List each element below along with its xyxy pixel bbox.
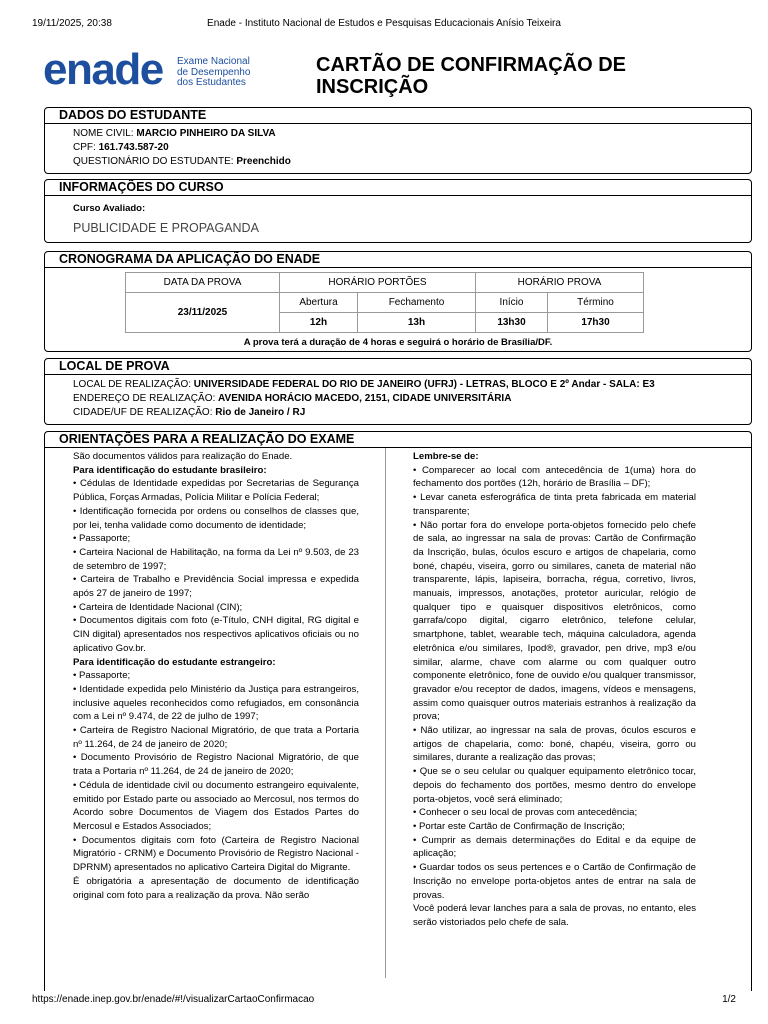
course-section-title: INFORMAÇÕES DO CURSO <box>45 180 751 196</box>
schedule-table <box>125 272 644 333</box>
schedule-opening-label: Abertura <box>280 293 358 313</box>
location-address: AVENIDA HORÁCIO MACEDO, 2151, CIDADE UNIVERSITÁRIA <box>218 393 512 404</box>
document-title: CARTÃO DE CONFIRMAÇÃO DE INSCRIÇÃO <box>316 54 626 98</box>
orientation-paragraph: • Cumprir as demais determinações do Edital e da equipe de aplicação; <box>413 834 696 860</box>
schedule-opening-time: 12h <box>280 313 358 333</box>
orientation-paragraph: • Passaporte; <box>73 533 131 545</box>
student-name-row <box>73 127 751 141</box>
orientation-paragraph: • Portar este Cartão de Confirmação de Inscrição; <box>413 820 625 832</box>
orientation-paragraph: • Carteira Nacional de Habilitação, na forma da Lei nº 9.503, de 23 de setembro de 1997; <box>73 546 359 572</box>
orientation-paragraph: • Não utilizar, ao ingressar na sala de provas, óculos escuros e artigos de chapelaria, como: boné, chapéu, viseira, gorro ou similares, durante a realização das provas; <box>413 725 696 764</box>
orientation-paragraph: • Documentos digitais com foto (Carteira de Registro Nacional Migratório - CRNM) e Documento Provisório de Registro Nacional - DPRNM) apresentados no aplicativo Carteira Digital do Migrante. <box>73 834 359 874</box>
orientations-section-title: ORIENTAÇÕES PARA A REALIZAÇÃO DO EXAME <box>45 432 751 448</box>
orientation-paragraph: • Cédulas de Identidade expedidas por Secretarias de Segurança Pública, Forças Armadas, Polícia Militar e Polícia Federal; <box>73 478 359 504</box>
student-name-label: NOME CIVIL: <box>73 128 134 139</box>
print-page-number: 1/2 <box>722 994 736 1005</box>
orientation-paragraph: • Identidade expedida pelo Ministério da Justiça para estrangeiros, inclusive aqueles reconhecidos como refugiados, em consonância com a Lei nº 9.474, de 22 de julho de 1997; <box>73 683 359 723</box>
schedule-closing-label: Fechamento <box>358 293 476 313</box>
student-questionnaire-row <box>73 155 751 169</box>
logo-line-1: Exame Nacional <box>177 56 250 67</box>
orientation-paragraph: • Carteira de Trabalho e Previdência Social impressa e expedida após 27 de janeiro de 1997; <box>73 574 359 600</box>
logo-subtitle <box>177 57 250 89</box>
course-section <box>44 179 752 243</box>
schedule-header-exam: HORÁRIO PROVA <box>476 273 644 293</box>
location-city: Rio de Janeiro / RJ <box>215 407 306 418</box>
student-cpf-label: CPF: <box>73 142 96 153</box>
orientation-paragraph: • Carteira de Identidade Nacional (CIN); <box>73 601 243 613</box>
location-section-title: LOCAL DE PROVA <box>45 359 751 375</box>
location-address-row <box>73 392 751 406</box>
student-questionnaire-status: Preenchido <box>236 156 291 167</box>
print-header <box>32 18 736 30</box>
student-cpf: 161.743.587-20 <box>98 142 169 153</box>
student-section-title: DADOS DO ESTUDANTE <box>45 108 751 124</box>
location-address-label: ENDEREÇO DE REALIZAÇÃO: <box>73 393 216 404</box>
student-cpf-row <box>73 141 751 155</box>
enade-logo <box>43 45 253 94</box>
orientation-paragraph: • Carteira de Registro Nacional Migratório, de que trata a Portaria nº 11.264, de 24 de janeiro de 2020; <box>73 725 359 750</box>
schedule-section-title: CRONOGRAMA DA APLICAÇÃO DO ENADE <box>45 252 751 268</box>
print-footer <box>32 994 736 1006</box>
schedule-section <box>44 251 752 352</box>
print-page-title: Enade - Instituto Nacional de Estudos e Pesquisas Educacionais Anísio Teixeira <box>207 18 561 29</box>
location-city-label: CIDADE/UF DE REALIZAÇÃO: <box>73 407 213 418</box>
orientation-paragraph: • Que se o seu celular ou qualquer equipamento eletrônico tocar, depois do fechamento dos portões, mesmo dentro do envelope porta-objetos, você será eliminado; <box>413 766 696 805</box>
location-place: UNIVERSIDADE FEDERAL DO RIO DE JANEIRO (UFRJ) - LETRAS, BLOCO E 2º Andar - SALA: E3 <box>193 379 655 390</box>
orientation-paragraph: Para identificação do estudante estrangeiro: <box>73 656 276 668</box>
orientation-paragraph: Você poderá levar lanches para a sala de provas, no entanto, eles serão vistoriados pelo chefe de sala. <box>413 903 696 928</box>
orientation-paragraph: É obrigatória a apresentação de documento de identificação original com foto para a realização da prova. Não serão <box>73 875 359 901</box>
orientations-column-divider <box>385 448 386 978</box>
schedule-end-time: 17h30 <box>548 313 644 333</box>
orientation-paragraph: • Cédula de identidade civil ou documento estrangeiro equivalente, emitido por Estado parte ou associado ao Mercosul, nos termos do Acordo sobre Documentos de Viagem dos Estados Partes do Mercosul e Estados Associados; <box>73 779 359 832</box>
location-section <box>44 358 752 425</box>
print-url: https://enade.inep.gov.br/enade/#!/visualizarCartaoConfirmacao <box>32 994 315 1005</box>
course-value: PUBLICIDADE E PROPAGANDA <box>73 221 259 235</box>
schedule-end-label: Término <box>548 293 644 313</box>
schedule-start-label: Início <box>476 293 548 313</box>
logo-line-2: de Desempenho <box>177 66 251 78</box>
schedule-date: 23/11/2025 <box>126 293 280 333</box>
orientation-paragraph: • Guardar todos os seus pertences e o Cartão de Confirmação de Inscrição no envelope porta-objetos antes de entrar na sala de provas. <box>413 862 696 901</box>
schedule-header-date: DATA DA PROVA <box>126 273 280 293</box>
location-place-row <box>73 378 751 392</box>
orientation-paragraph: • Documentos digitais com foto (e-Título, CNH digital, RG digital e CIN digital) apresentados nos respectivos aplicativos oficiais ou no aplicativo Gov.br. <box>73 615 359 654</box>
location-place-label: LOCAL DE REALIZAÇÃO: <box>73 379 191 390</box>
logo-line-3: dos Estudantes <box>177 77 246 88</box>
orientation-paragraph: Para identificação do estudante brasileiro: <box>73 464 267 476</box>
schedule-closing-time: 13h <box>358 313 476 333</box>
orientations-right-column <box>413 450 696 930</box>
orientation-paragraph: • Comparecer ao local com antecedência de 1(uma) hora do fechamento dos portões (12h, horário de Brasília – DF); <box>413 464 696 490</box>
location-city-row <box>73 406 751 420</box>
orientation-paragraph: • Documento Provisório de Registro Nacional Migratório, de que trata a Portaria nº 11.264, de 24 de janeiro de 2020; <box>73 752 359 778</box>
schedule-start-time: 13h30 <box>476 313 548 333</box>
orientations-left-column <box>73 450 359 902</box>
schedule-note: A prova terá a duração de 4 horas e seguirá o horário de Brasília/DF. <box>243 337 553 348</box>
print-datetime: 19/11/2025, 20:38 <box>32 18 112 29</box>
orientation-paragraph: • Levar caneta esferográfica de tinta preta fabricada em material transparente; <box>413 492 696 517</box>
student-name: MARCIO PINHEIRO DA SILVA <box>136 128 276 139</box>
orientation-paragraph: Lembre-se de: <box>413 451 479 462</box>
orientation-paragraph: • Não portar fora do envelope porta-objetos fornecido pelo chefe de sala, ao ingressar na sala de provas: Cartão de Confirmação da Inscrição, bulas, óculos escuro e artigos de chapelaria, como boné, chapéu, viseira, gorro ou similares, caneta de material não transparente, lápis, lapiseira, borracha, régua, corretivo, livros, manuais, impressos, anotações, protetor auricular, relógio de qualquer tipo e quaisquer dispositivos eletrônicos, como garrafa/copo digital, cigarro eletrônico, telefone celular, smartphone, tablet, wearable tech, máquina calculadora, agenda eletrônica e/ou similares, Ipod®, gravador, pen drive, mp3 e/ou similar, alarme, chave com alarme ou com qualquer outro componente eletrônico, fone de ouvido e/ou qualquer transmissor, gravador e/ou receptor de dados, imagens, vídeos e mensagens, assim como quaisquer outros materiais estranhos à realização da prova; <box>413 519 696 723</box>
orientation-paragraph: • Passaporte; <box>73 670 131 682</box>
orientation-paragraph: São documentos válidos para realização do Enade. <box>73 451 293 462</box>
orientation-paragraph: • Conhecer o seu local de provas com antecedência; <box>413 807 638 819</box>
course-label: Curso Avaliado: <box>73 203 146 214</box>
schedule-header-gates: HORÁRIO PORTÕES <box>280 273 476 293</box>
orientations-section <box>44 431 752 991</box>
orientation-paragraph: • Identificação fornecida por ordens ou conselhos de classes que, por lei, tenha validade como documento de identidade; <box>73 505 359 531</box>
student-questionnaire-label: QUESTIONÁRIO DO ESTUDANTE: <box>73 156 234 167</box>
student-section <box>44 107 752 174</box>
logo-wordmark: enade <box>43 45 163 94</box>
